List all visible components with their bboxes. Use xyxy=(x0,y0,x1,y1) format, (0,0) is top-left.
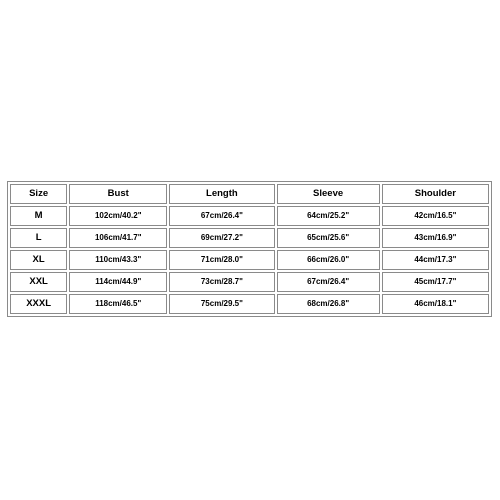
shoulder-cell: 42cm/16.5" xyxy=(382,206,489,226)
table-row xyxy=(10,228,489,248)
length-cell: 69cm/27.2" xyxy=(169,228,274,248)
length-cell: 67cm/26.4" xyxy=(169,206,274,226)
header-row xyxy=(10,184,489,204)
shoulder-cell: 45cm/17.7" xyxy=(382,272,489,292)
length-cell: 71cm/28.0" xyxy=(169,250,274,270)
size-cell: M xyxy=(10,206,67,226)
sleeve-cell: 67cm/26.4" xyxy=(277,272,380,292)
shoulder-cell: 46cm/18.1" xyxy=(382,294,489,314)
table-row xyxy=(10,250,489,270)
sleeve-cell: 65cm/25.6" xyxy=(277,228,380,248)
sleeve-cell: 66cm/26.0" xyxy=(277,250,380,270)
length-cell: 75cm/29.5" xyxy=(169,294,274,314)
bust-cell: 102cm/40.2" xyxy=(69,206,167,226)
table-row xyxy=(10,272,489,292)
size-cell: XL xyxy=(10,250,67,270)
shoulder-cell: 43cm/16.9" xyxy=(382,228,489,248)
table-row xyxy=(10,294,489,314)
header-length: Length xyxy=(169,184,274,204)
bust-cell: 114cm/44.9" xyxy=(69,272,167,292)
shoulder-cell: 44cm/17.3" xyxy=(382,250,489,270)
header-shoulder: Shoulder xyxy=(382,184,489,204)
size-cell: XXXL xyxy=(10,294,67,314)
header-size: Size xyxy=(10,184,67,204)
table-row xyxy=(10,206,489,226)
bust-cell: 110cm/43.3" xyxy=(69,250,167,270)
sleeve-cell: 64cm/25.2" xyxy=(277,206,380,226)
header-sleeve: Sleeve xyxy=(277,184,380,204)
size-cell: XXL xyxy=(10,272,67,292)
size-chart-table xyxy=(7,181,492,317)
size-cell: L xyxy=(10,228,67,248)
bust-cell: 118cm/46.5" xyxy=(69,294,167,314)
sleeve-cell: 68cm/26.8" xyxy=(277,294,380,314)
length-cell: 73cm/28.7" xyxy=(169,272,274,292)
bust-cell: 106cm/41.7" xyxy=(69,228,167,248)
header-bust: Bust xyxy=(69,184,167,204)
